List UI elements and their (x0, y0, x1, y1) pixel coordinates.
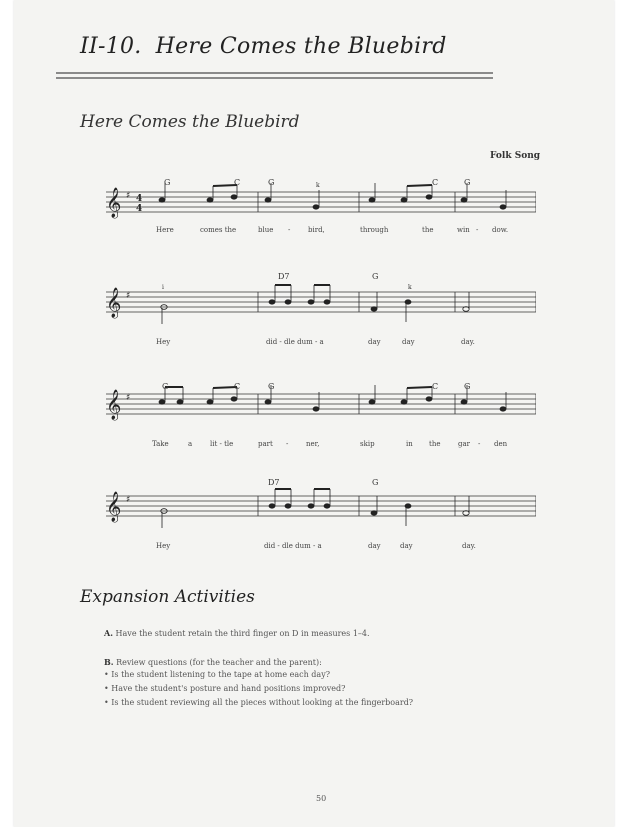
page-number: 50 (316, 794, 327, 803)
item-a-text: Have the student retain the third finger on D in measures 1–4. (115, 629, 370, 638)
expansion-bullet (104, 684, 345, 693)
staff-system-4 (96, 476, 536, 550)
chord: G (164, 178, 171, 187)
svg-text:♯: ♯ (126, 291, 131, 301)
svg-text:4: 4 (136, 204, 143, 214)
chord: G (268, 178, 275, 187)
svg-text:𝄞: 𝄞 (106, 288, 122, 318)
chord: G (464, 382, 471, 391)
lyric: skip (360, 440, 375, 448)
lyric: a (188, 440, 193, 448)
lyric: did - dle dum - a (264, 542, 322, 550)
item-b-text: Review questions (for the teacher and the parent): (116, 658, 322, 667)
lyric: comes the (200, 226, 237, 234)
bullet-text: Is the student reviewing all the pieces without looking at the fingerboard? (111, 698, 414, 707)
lyric: blue (258, 226, 274, 234)
song-title: Here Comes the Bluebird (80, 112, 300, 132)
lyric: did - dle dum - a (266, 338, 324, 346)
staff-2-notation (96, 272, 536, 342)
chord: D7 (268, 478, 280, 487)
finger-mark: k (316, 182, 320, 189)
chord: G (464, 178, 471, 187)
staff-system-3 (96, 380, 536, 450)
expansion-bullet (104, 698, 413, 707)
lyric: Hey (156, 542, 171, 550)
finger-mark: k (408, 284, 412, 291)
lyric: the (422, 226, 434, 234)
staff-system-2 (96, 272, 536, 346)
heading-number: II-10. (80, 34, 142, 59)
lyric: dow. (492, 226, 509, 234)
heading-rule-bottom (56, 77, 493, 79)
expansion-bullet (104, 670, 330, 679)
expansion-item-b (104, 657, 322, 667)
heading-title: Here Comes the Bluebird (155, 34, 447, 59)
heading-rule-top (56, 72, 493, 74)
bullet-text: Is the student listening to the tape at home each day? (111, 670, 330, 679)
svg-text:♯: ♯ (126, 495, 131, 505)
staff-4-notation (96, 476, 536, 546)
lyric: day. (461, 338, 475, 346)
lyric: part (258, 440, 273, 448)
chord: G (372, 272, 379, 281)
staff-system-1 (96, 178, 536, 248)
chord: C (432, 382, 439, 391)
bullet-icon: • (104, 684, 109, 693)
item-b-label: B. (104, 657, 114, 667)
bullet-text: Have the student's posture and hand positions improved? (111, 684, 346, 693)
lyric: ner, (306, 440, 320, 448)
svg-text:𝄞: 𝄞 (106, 390, 122, 420)
chord: G (268, 382, 275, 391)
lyric: day (368, 542, 381, 550)
expansion-title: Expansion Activities (80, 587, 255, 607)
svg-text:4: 4 (136, 194, 143, 204)
lyric: gar (458, 440, 471, 448)
song-credit: Folk Song (490, 151, 541, 161)
page-heading (80, 34, 447, 59)
chord: C (432, 178, 439, 187)
bullet-icon: • (104, 670, 109, 679)
finger-mark: i (162, 284, 164, 291)
chord: C (234, 178, 241, 187)
svg-text:𝄞: 𝄞 (106, 188, 122, 218)
lyric: Here (156, 226, 174, 234)
lyric: - (286, 440, 289, 448)
lyric: in (406, 440, 413, 448)
bullet-icon: • (104, 698, 109, 707)
expansion-item-a (104, 628, 370, 638)
lyric: den (494, 440, 508, 448)
lyric: Hey (156, 338, 171, 346)
chord: G (162, 382, 169, 391)
lyric: - (478, 440, 481, 448)
lyric: bird, (308, 226, 325, 234)
lyric: lit - tle (210, 440, 234, 448)
lyric: - (288, 226, 291, 234)
lyric: day. (462, 542, 476, 550)
lyric: - (476, 226, 479, 234)
lyric: win (457, 226, 470, 234)
svg-text:𝄞: 𝄞 (106, 492, 122, 522)
chord: C (234, 382, 241, 391)
svg-text:♯: ♯ (126, 393, 131, 403)
lyric: Take (152, 440, 169, 448)
lyric: through (360, 226, 389, 234)
lyric: day (402, 338, 415, 346)
lyric: the (429, 440, 441, 448)
chord: G (372, 478, 379, 487)
chord: D7 (278, 272, 290, 281)
item-a-label: A. (104, 628, 113, 638)
lyric: day (368, 338, 381, 346)
lyric: day (400, 542, 413, 550)
svg-text:♯: ♯ (126, 191, 131, 201)
